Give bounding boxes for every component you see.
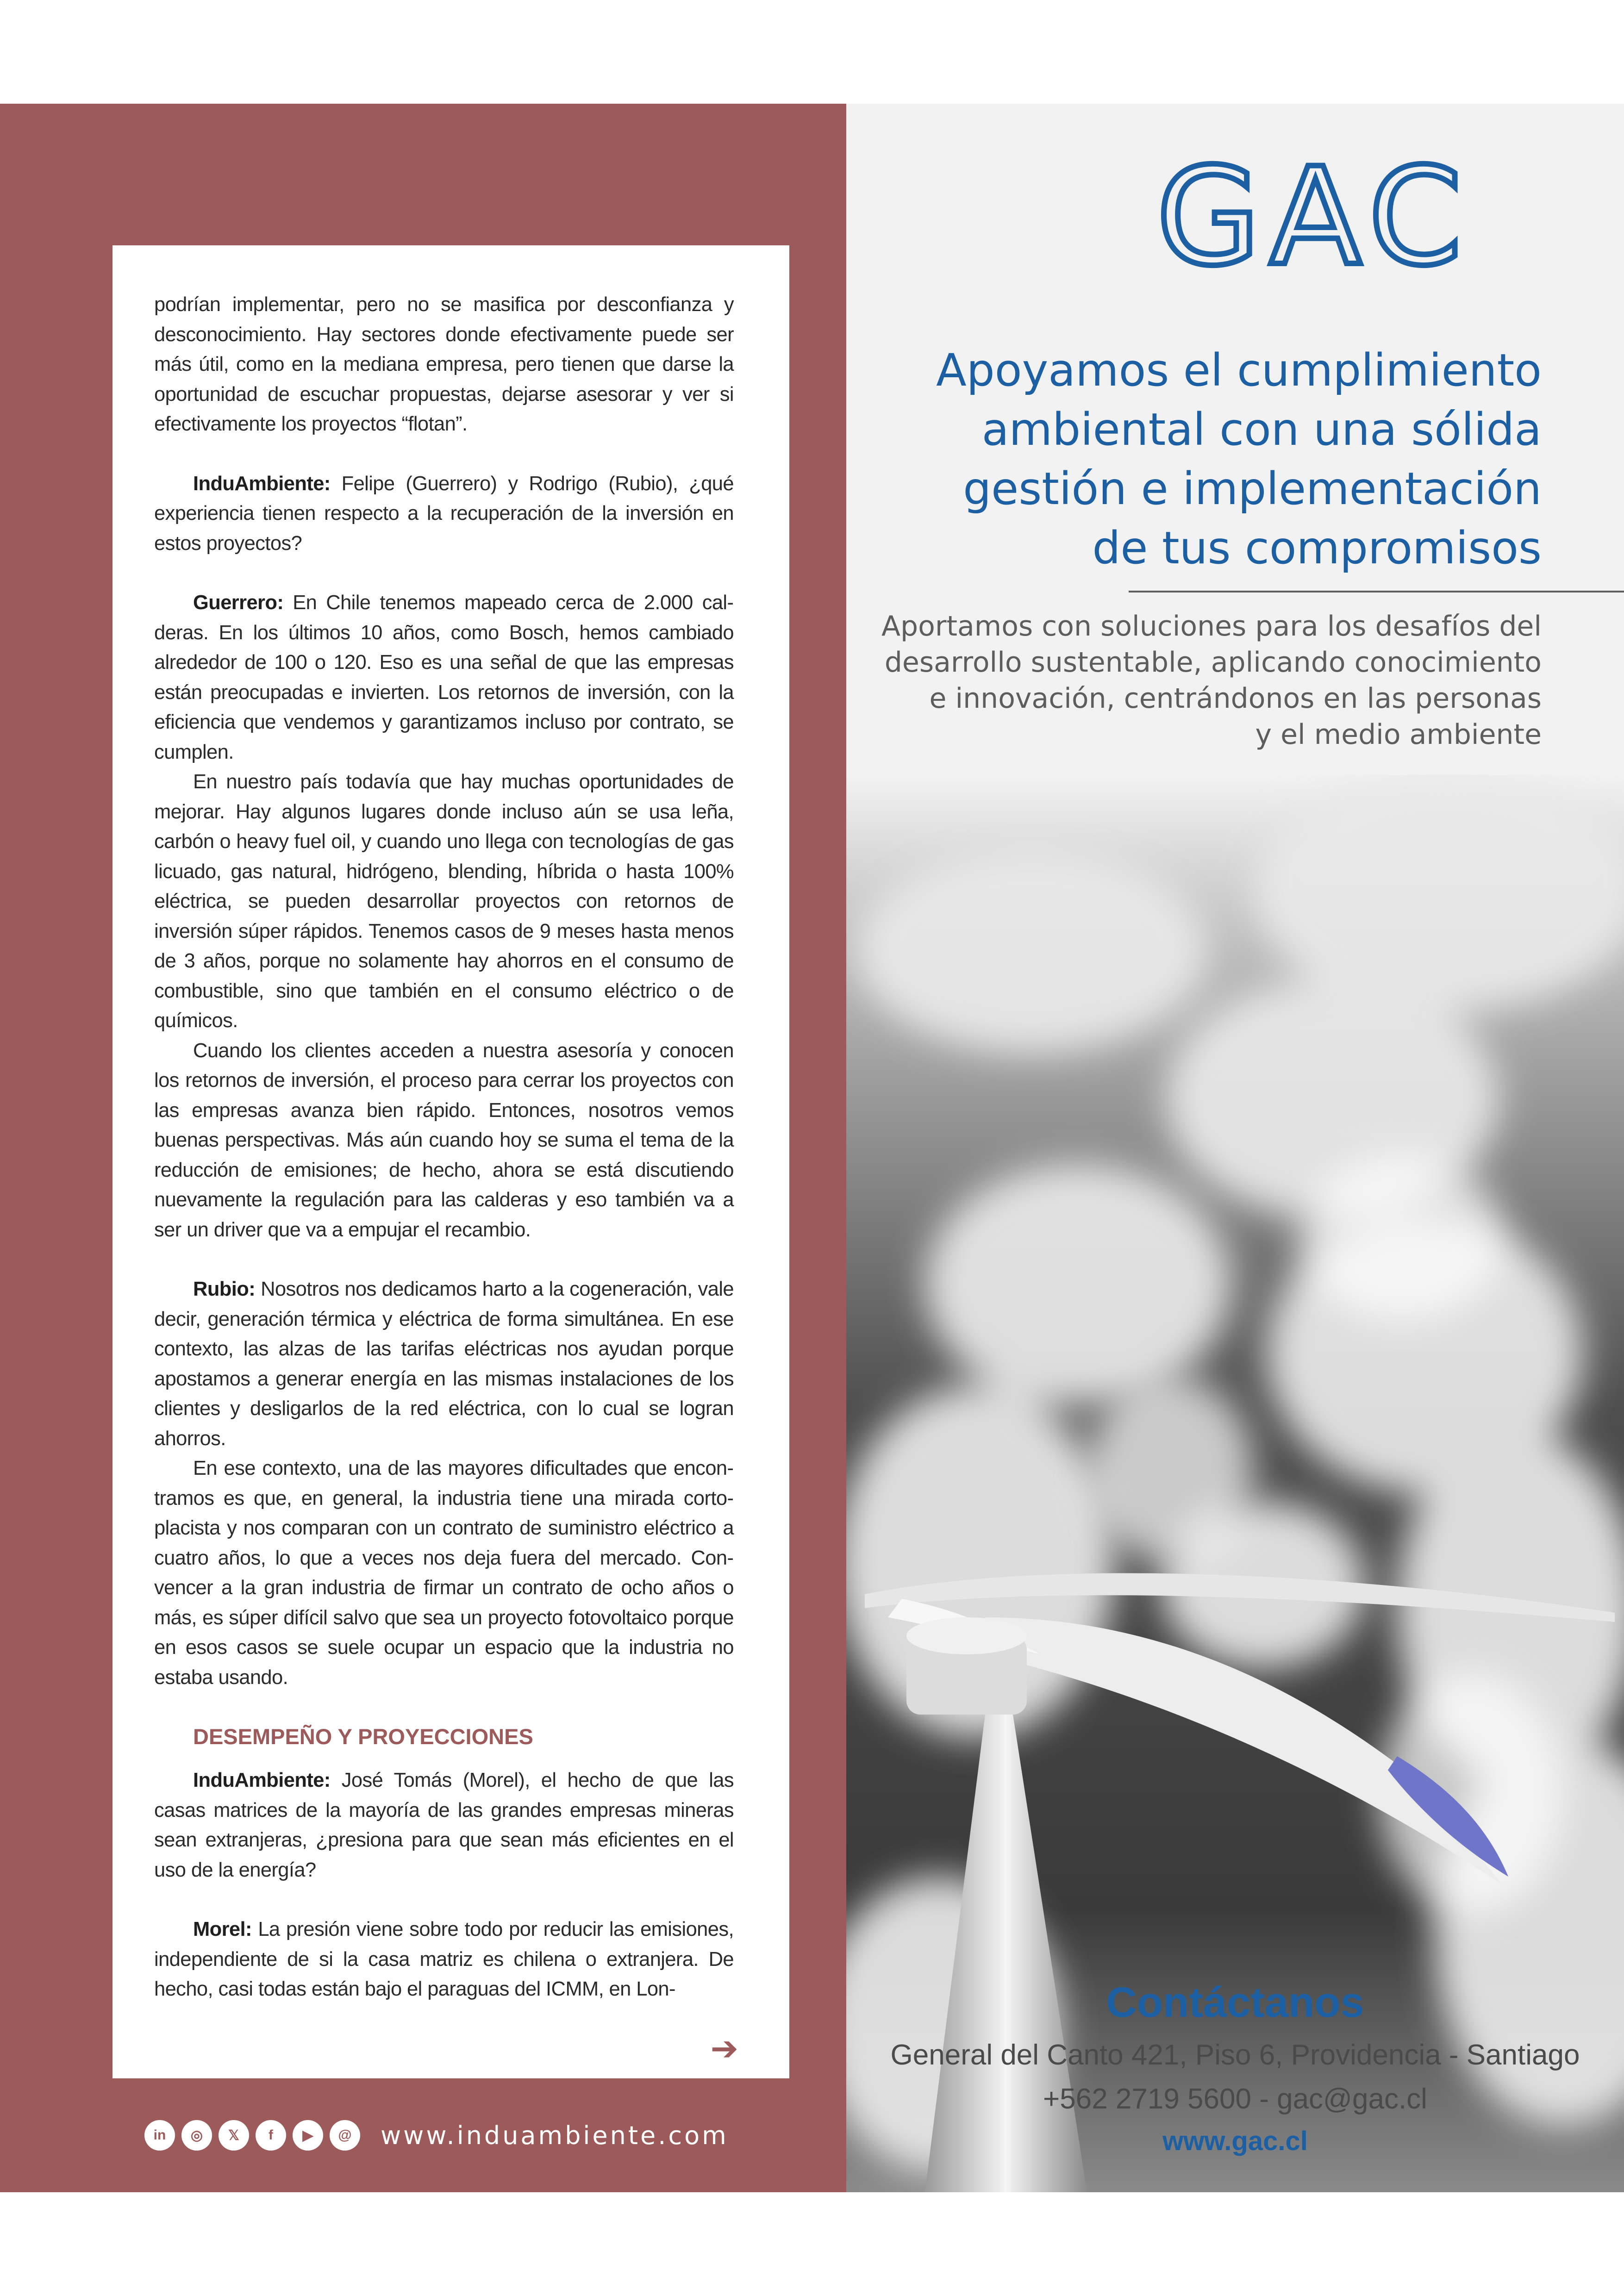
threads-icon[interactable]: @ <box>330 2120 360 2151</box>
answer-text: Nosotros nos dedicamos harto a la cogeneración, vale decir, generación térmica y eléctrica de forma simultánea. En ese contexto, las alzas de las tarifas eléctricas nos ayudan porque apostamos a generar energía en las mismas instalaciones de los clientes y desligarlos de la red eléctrica, con lo cual se logran ahorros. <box>154 1278 734 1450</box>
speaker-label: InduAmbiente: <box>193 1769 331 1791</box>
question-text: Felipe (Guerrero) y Rodrigo (Rubio), ¿qué experiencia tienen respecto a la recuperación de la inversión en estos proyectos? <box>154 472 734 555</box>
headline-line: Apoyamos el cumplimiento <box>936 344 1542 396</box>
instagram-icon[interactable]: ◎ <box>181 2120 212 2151</box>
paragraph: En nuestro país todavía que hay muchas oportunidades de mejorar. Hay algunos lugares donde incluso aún se usa leña, carbón o heavy fuel oil, y cuando uno llega con tecnologías de gas licuado, gas natural, hidrógeno, blending, híbrida o hasta 100% eléctrica, se pueden desarrollar proyectos con retornos de inversión súper rápidos. Tenemos casos de 9 meses hasta menos de 3 años, porque no solamente hay ahorros en el consumo de combustible, sino que también en el consumo eléctrico o de químicos. <box>154 771 734 1032</box>
x-icon[interactable]: 𝕏 <box>219 2120 249 2151</box>
headline-line: ambiental con una sólida <box>981 404 1542 455</box>
youtube-icon[interactable]: ▶ <box>293 2120 323 2151</box>
page-number: 39 <box>1486 70 1515 96</box>
paragraph: podrían implementar, pero no se masifica por desconfianza y desconocimiento. Hay sectores donde efectivamente puede ser más útil, como en la mediana empresa, pero tienen que darse la oportunidad de escuchar propuestas, dejarse asesorar y ver si efectivamente los proyectos “flotan”. <box>154 293 734 435</box>
continue-arrow-icon[interactable]: ➔ <box>710 2030 738 2067</box>
facebook-icon[interactable]: f <box>256 2120 286 2151</box>
headline-line: gestión e implementación <box>963 463 1542 515</box>
left-panel <box>0 104 846 2192</box>
subtext-line: desarrollo sustentable, aplicando conocimiento <box>884 646 1542 679</box>
website-link[interactable]: www.induambiente.com <box>381 2120 729 2150</box>
answer-text: La presión viene sobre todo por reducir las emisiones, independiente de si la casa matriz es chilena o extranjera. De hecho, casi todas están bajo el paraguas del ICMM, en Lon- <box>154 1918 734 2000</box>
paragraph <box>154 1915 734 2004</box>
paragraph <box>154 469 734 559</box>
subtext-line: e innovación, centrándonos en las personas <box>929 682 1542 715</box>
answer-text: En Chile tenemos mapeado cerca de 2.000 calderas. En los últimos 10 años, como Bosch, hemos cambiado alrededor de 100 o 120. Eso es una señal de que las empresas están preocupadas e invierten. Los retornos de inversión, con la eficiencia que vendemos y garantizamos incluso por contrato, se cumplen. <box>154 592 734 763</box>
contact-phone-email[interactable]: +562 2719 5600 - gac@gac.cl <box>1043 2083 1427 2115</box>
paragraph <box>154 588 734 767</box>
paragraph <box>154 1274 734 1453</box>
contact-title: Contáctanos <box>1106 1979 1364 2026</box>
linkedin-icon[interactable]: in <box>144 2120 175 2151</box>
logo-wordmark: GAC <box>1156 145 1472 289</box>
subtext-line: y el medio ambiente <box>1255 718 1542 751</box>
footer <box>144 2120 729 2151</box>
ad-subtext <box>847 608 1542 753</box>
speaker-label: Rubio: <box>193 1278 256 1300</box>
subtext-line: Aportamos con soluciones para los desafíos del <box>881 610 1542 642</box>
question-text: José Tomás (Morel), el hecho de que las casas matrices de la mayoría de las grandes empresas mineras sean extranjeras, ¿presiona para que sean más eficientes en el uso de la energía? <box>154 1769 734 1881</box>
paragraph: En ese contexto, una de las mayores dificultades que encontramos es que, en general, la industria tiene una mirada cortoplacista y nos comparan con un contrato de suministro eléctrico a cuatro años, lo que a veces nos deja fuera del mercado. Convencer a la gran industria de firmar un contrato de ocho años o más, es súper difícil salvo que sea un proyecto fotovoltaico porque en esos casos se suele ocupar un espacio que la industria no estaba usando. <box>154 1457 734 1689</box>
page-header <box>1245 69 1515 96</box>
contact-address: General del Canto 421, Piso 6, Providencia - Santiago <box>890 2039 1580 2071</box>
speaker-label: Morel: <box>193 1918 252 1940</box>
ad-headline <box>893 341 1542 578</box>
section-label: PUNTOS DE VISTA <box>1245 70 1473 96</box>
speaker-label: Guerrero: <box>193 592 284 614</box>
gac-advertisement <box>846 104 1624 2192</box>
divider <box>1129 591 1624 592</box>
headline-line: de tus compromisos <box>1092 522 1542 574</box>
article-body <box>154 290 734 2004</box>
contact-website-link[interactable]: www.gac.cl <box>1162 2126 1308 2156</box>
paragraph: Cuando los clientes acceden a nuestra asesoría y conocen los retornos de inversión, el proceso para cerrar los proyectos con las empresas avanza bien rápido. Entonces, nosotros vemos buenas perspectivas. Más aún cuando hoy se suma el tema de la reducción de emisiones; de hecho, ahora se está discutiendo nuevamente la regulación para las calderas y eso también va a ser un driver que va a empujar el recambio. <box>154 1039 734 1241</box>
paragraph <box>154 1765 734 1885</box>
gac-logo <box>1080 145 1548 289</box>
section-heading: DESEMPEÑO Y PROYECCIONES <box>193 1724 533 1749</box>
article-text-box <box>112 245 789 2078</box>
speaker-label: InduAmbiente: <box>193 472 331 495</box>
